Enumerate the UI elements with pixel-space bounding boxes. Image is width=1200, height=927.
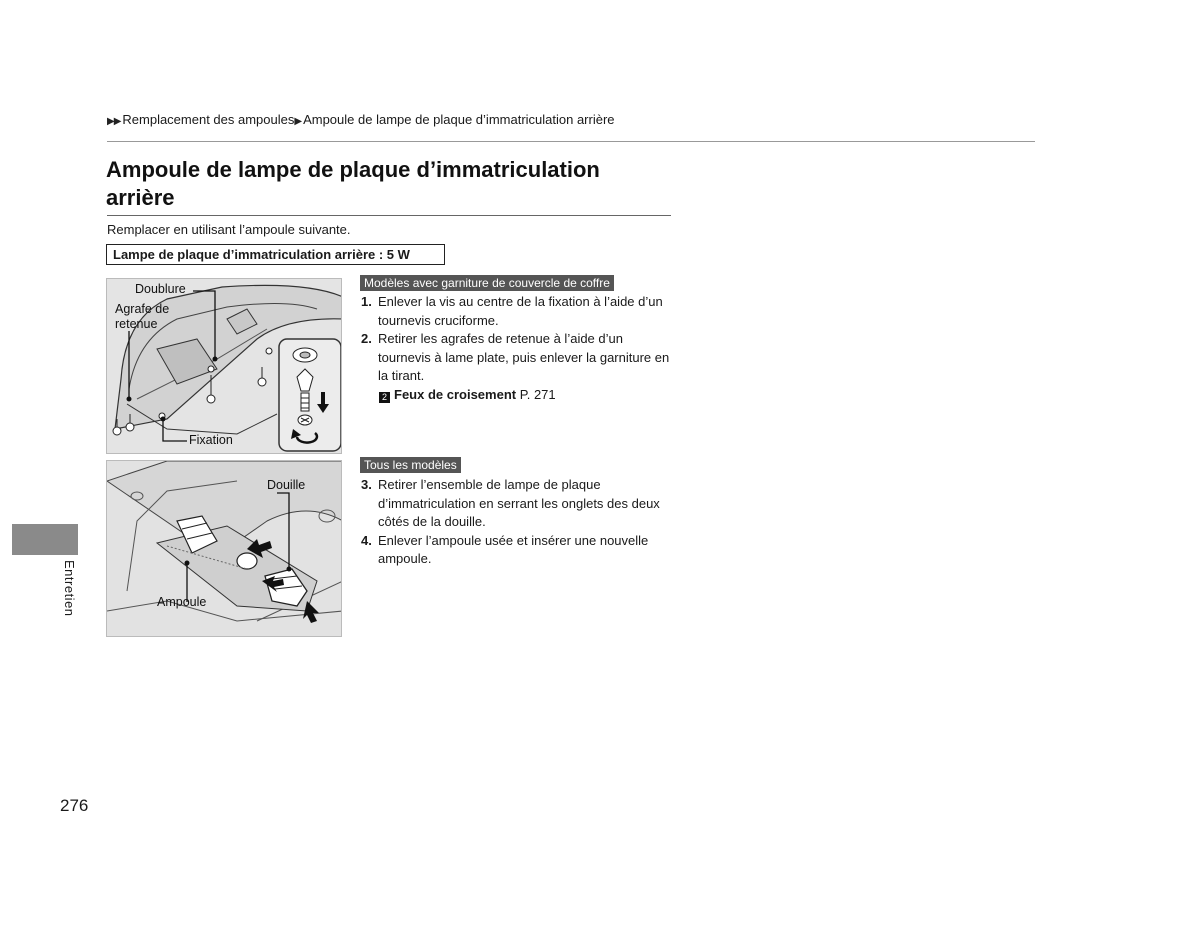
callout-doublure: Doublure bbox=[135, 282, 186, 296]
xref-label[interactable]: Feux de croisement bbox=[394, 386, 517, 402]
page-number: 276 bbox=[60, 796, 89, 815]
step-number: 1. bbox=[361, 294, 372, 309]
step-number: 4. bbox=[361, 532, 372, 548]
callout-agrafe-line1: Agrafe de bbox=[115, 302, 170, 316]
intro-text: Remplacer en utilisant l’ampoule suivante. bbox=[107, 222, 351, 237]
breadcrumb-current: Ampoule de lampe de plaque d’immatriculation arrière bbox=[303, 112, 615, 127]
trunk-trim-illustration bbox=[106, 278, 342, 454]
step-text: Retirer l’ensemble de lampe de plaque d’immatriculation en serrant les onglets des deux côtés de la douille. bbox=[378, 477, 660, 530]
breadcrumb bbox=[107, 112, 615, 127]
callout-ampoule: Ampoule bbox=[157, 595, 207, 609]
callout-douille: Douille bbox=[267, 478, 306, 492]
license-lamp-illustration bbox=[106, 460, 342, 637]
step-2 bbox=[361, 330, 676, 386]
chapter-tab[interactable] bbox=[12, 524, 78, 555]
model-tag-all: Tous les modèles bbox=[360, 457, 461, 473]
steps-list-1 bbox=[361, 293, 676, 405]
cross-reference-icon: 2 bbox=[379, 392, 390, 403]
breadcrumb-section[interactable]: Remplacement des ampoules bbox=[122, 112, 295, 127]
step-text: Enlever la vis au centre de la fixation à l’aide d’un tournevis cruciforme. bbox=[378, 294, 663, 328]
page-title: Ampoule de lampe de plaque d’immatriculation arrière bbox=[106, 157, 600, 210]
step-3 bbox=[361, 476, 676, 532]
xref-page[interactable]: P. 271 bbox=[519, 386, 556, 402]
step-number: 3. bbox=[361, 477, 372, 492]
callout-fixation: Fixation bbox=[189, 433, 233, 447]
step-text: Enlever l’ampoule usée et insérer une nouvelle ampoule. bbox=[378, 532, 649, 567]
chapter-label: Entretien bbox=[62, 560, 77, 617]
callout-agrafe-line2: retenue bbox=[115, 317, 158, 331]
license-lamp-drawing bbox=[107, 461, 342, 637]
title-rule bbox=[107, 215, 671, 216]
step-number: 2. bbox=[361, 331, 372, 347]
step-1 bbox=[361, 293, 676, 330]
breadcrumb-arrows-icon: ▶▶ bbox=[107, 116, 121, 127]
step-text: Retirer les agrafes de retenue à l’aide d’un tournevis à lame plate, puis enlever la garniture en la tirant. bbox=[378, 331, 670, 384]
cross-reference-link[interactable] bbox=[361, 386, 676, 405]
step-4 bbox=[361, 532, 676, 569]
model-tag-trunk-trim: Modèles avec garniture de couvercle de coffre bbox=[360, 275, 614, 291]
steps-list-2 bbox=[361, 476, 676, 569]
breadcrumb-separator-icon: ▶ bbox=[294, 116, 302, 127]
header-rule bbox=[107, 141, 1035, 142]
bulb-spec-box: Lampe de plaque d’immatriculation arrière : 5 W bbox=[106, 244, 445, 265]
